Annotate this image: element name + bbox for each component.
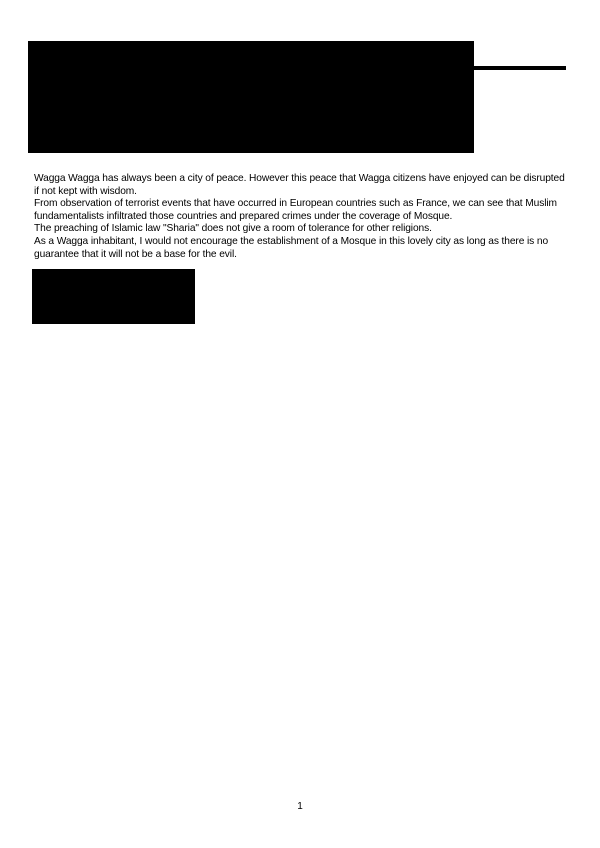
redacted-signature-block [32, 269, 195, 324]
paragraph-3: The preaching of Islamic law "Sharia" does not give a room of tolerance for other religions. [34, 223, 432, 235]
paragraph-4: As a Wagga inhabitant, I would not encourage the establishment of a Mosque in this lovely city as long as there is no guarantee that it will not be a base for the evil. [34, 235, 549, 260]
page-number: 1 [297, 801, 303, 812]
paragraph-2: From observation of terrorist events that have occurred in European countries such as France, we can see that Muslim fundamentalists infiltrated those countries and prepared crimes under the coverage of Mosque. [34, 198, 557, 222]
paragraph-1: Wagga Wagga has always been a city of peace. However this peace that Wagga citizens have enjoyed can be disrupted if not kept with wisdom. [34, 173, 565, 197]
redacted-header-block [28, 41, 474, 153]
header-rule-line [472, 66, 566, 70]
submission-body [34, 173, 566, 261]
